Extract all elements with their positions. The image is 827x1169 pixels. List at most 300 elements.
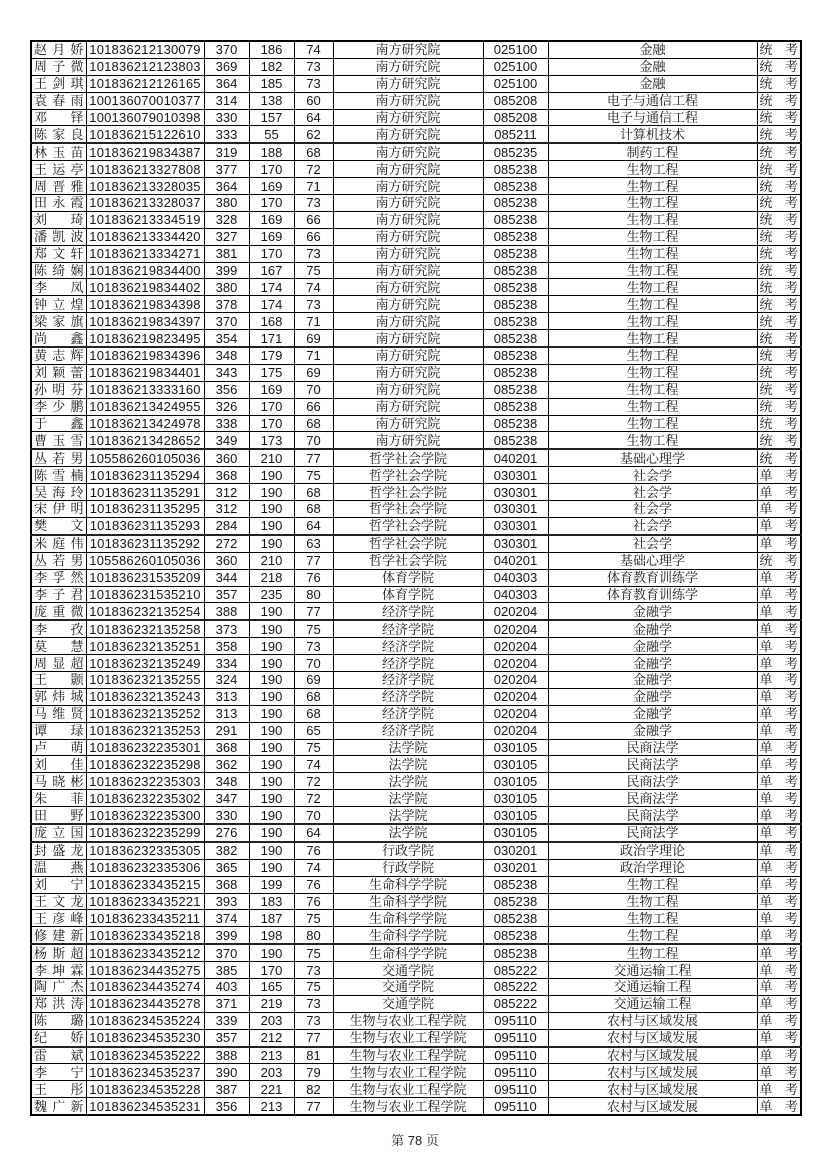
cell-score2: 138 [249, 92, 294, 109]
cell-id: 101836231135293 [86, 517, 204, 534]
table-row [31, 75, 801, 92]
cell-major_code: 085238 [483, 161, 548, 178]
cell-score1: 349 [204, 432, 249, 449]
cell-name: 庞立国 [31, 824, 86, 842]
cell-major: 农村与区域发展 [548, 1047, 757, 1064]
cell-score3: 73 [294, 995, 333, 1012]
cell-major_code: 030201 [483, 859, 548, 876]
table-row [31, 245, 801, 262]
cell-score1: 327 [204, 228, 249, 245]
cell-college: 生命科学学院 [333, 876, 483, 893]
cell-major_code: 085238 [483, 347, 548, 364]
cell-college: 经济学院 [333, 722, 483, 739]
cell-college: 南方研究院 [333, 126, 483, 143]
cell-exam_type: 单考 [757, 501, 801, 518]
cell-id: 101836231135295 [86, 501, 204, 518]
cell-name: 梁家旗 [31, 313, 86, 330]
cell-name: 王颢 [31, 671, 86, 688]
cell-id: 101836232235300 [86, 807, 204, 824]
cell-score2: 186 [249, 41, 294, 58]
cell-college: 南方研究院 [333, 75, 483, 92]
table-row [31, 655, 801, 672]
cell-name: 袁春雨 [31, 92, 86, 109]
cell-college: 南方研究院 [333, 58, 483, 75]
table-row [31, 1081, 801, 1098]
table-row [31, 910, 801, 927]
cell-name: 刘宁 [31, 876, 86, 893]
cell-score2: 167 [249, 262, 294, 279]
cell-score2: 170 [249, 415, 294, 432]
cell-score2: 183 [249, 893, 294, 910]
cell-major_code: 085208 [483, 92, 548, 109]
cell-exam_type: 统考 [757, 195, 801, 212]
cell-score3: 75 [294, 910, 333, 927]
cell-college: 法学院 [333, 790, 483, 807]
table-row [31, 41, 801, 58]
cell-name: 李宁 [31, 1064, 86, 1081]
table-row [31, 962, 801, 979]
table-row [31, 364, 801, 381]
cell-score1: 284 [204, 517, 249, 534]
cell-major_code: 030301 [483, 501, 548, 518]
cell-major: 金融学 [548, 638, 757, 655]
cell-major_code: 085238 [483, 245, 548, 262]
cell-score2: 190 [249, 484, 294, 501]
cell-score3: 74 [294, 859, 333, 876]
cell-score2: 190 [249, 603, 294, 620]
cell-score3: 80 [294, 927, 333, 944]
cell-exam_type: 单考 [757, 638, 801, 655]
cell-major_code: 085238 [483, 262, 548, 279]
cell-major: 交通运输工程 [548, 978, 757, 995]
cell-college: 法学院 [333, 773, 483, 790]
cell-score3: 62 [294, 126, 333, 143]
cell-score2: 190 [249, 671, 294, 688]
cell-major_code: 095110 [483, 1012, 548, 1029]
cell-major: 金融 [548, 58, 757, 75]
cell-college: 生物与农业工程学院 [333, 1098, 483, 1115]
cell-score3: 75 [294, 620, 333, 637]
cell-id: 101836219834401 [86, 364, 204, 381]
cell-college: 南方研究院 [333, 211, 483, 228]
cell-name: 周显超 [31, 655, 86, 672]
table-row [31, 790, 801, 807]
cell-score2: 170 [249, 398, 294, 415]
cell-major_code: 095110 [483, 1047, 548, 1064]
cell-score3: 77 [294, 552, 333, 569]
cell-college: 生命科学学院 [333, 910, 483, 927]
cell-score2: 190 [249, 824, 294, 842]
table-row [31, 824, 801, 842]
cell-exam_type: 单考 [757, 467, 801, 484]
cell-name: 雷斌 [31, 1047, 86, 1064]
cell-major_code: 085238 [483, 296, 548, 313]
cell-major: 农村与区域发展 [548, 1029, 757, 1046]
cell-major_code: 085238 [483, 381, 548, 398]
cell-college: 南方研究院 [333, 313, 483, 330]
cell-score3: 70 [294, 381, 333, 398]
cell-exam_type: 统考 [757, 398, 801, 415]
cell-major: 生物工程 [548, 927, 757, 944]
cell-exam_type: 统考 [757, 552, 801, 569]
table-row [31, 330, 801, 347]
cell-name: 谭琭 [31, 722, 86, 739]
cell-college: 南方研究院 [333, 279, 483, 296]
cell-id: 101836231535209 [86, 569, 204, 586]
cell-major: 基础心理学 [548, 552, 757, 569]
cell-name: 王文龙 [31, 893, 86, 910]
cell-major_code: 030105 [483, 739, 548, 756]
cell-major_code: 085238 [483, 893, 548, 910]
cell-score3: 75 [294, 467, 333, 484]
cell-major_code: 085238 [483, 432, 548, 449]
cell-score3: 70 [294, 432, 333, 449]
cell-major_code: 020204 [483, 688, 548, 705]
table-row [31, 58, 801, 75]
cell-id: 101836232235302 [86, 790, 204, 807]
cell-exam_type: 单考 [757, 655, 801, 672]
cell-exam_type: 单考 [757, 484, 801, 501]
cell-id: 101836234435275 [86, 962, 204, 979]
cell-exam_type: 单考 [757, 1029, 801, 1046]
cell-score3: 76 [294, 876, 333, 893]
cell-id: 105586260105036 [86, 552, 204, 569]
cell-major: 生物工程 [548, 279, 757, 296]
table-row [31, 535, 801, 552]
cell-id: 101836213428652 [86, 432, 204, 449]
cell-name: 马晓彬 [31, 773, 86, 790]
cell-major: 金融学 [548, 705, 757, 722]
cell-score2: 169 [249, 381, 294, 398]
cell-score2: 168 [249, 313, 294, 330]
cell-id: 105586260105036 [86, 449, 204, 466]
cell-major_code: 085238 [483, 279, 548, 296]
cell-major_code: 095110 [483, 1029, 548, 1046]
cell-major_code: 085238 [483, 178, 548, 195]
cell-major_code: 020204 [483, 638, 548, 655]
cell-score2: 213 [249, 1047, 294, 1064]
cell-major_code: 040201 [483, 449, 548, 466]
cell-score1: 343 [204, 364, 249, 381]
cell-score3: 82 [294, 1081, 333, 1098]
cell-name: 李子君 [31, 586, 86, 603]
cell-score2: 190 [249, 688, 294, 705]
cell-score3: 64 [294, 824, 333, 842]
cell-college: 经济学院 [333, 620, 483, 637]
cell-name: 吴海玲 [31, 484, 86, 501]
cell-major: 生物工程 [548, 347, 757, 364]
cell-score3: 77 [294, 1098, 333, 1115]
cell-college: 南方研究院 [333, 432, 483, 449]
cell-score3: 74 [294, 279, 333, 296]
cell-score3: 74 [294, 756, 333, 773]
cell-exam_type: 单考 [757, 1012, 801, 1029]
table-row [31, 262, 801, 279]
cell-name: 陈绮娴 [31, 262, 86, 279]
cell-college: 南方研究院 [333, 41, 483, 58]
cell-major: 金融学 [548, 722, 757, 739]
cell-name: 米庭伟 [31, 535, 86, 552]
cell-name: 潘凯波 [31, 228, 86, 245]
cell-score2: 190 [249, 773, 294, 790]
cell-score1: 371 [204, 995, 249, 1012]
cell-major_code: 085222 [483, 995, 548, 1012]
cell-score1: 356 [204, 1098, 249, 1115]
cell-exam_type: 单考 [757, 603, 801, 620]
cell-id: 101836213334420 [86, 228, 204, 245]
table-row [31, 415, 801, 432]
cell-major: 农村与区域发展 [548, 1081, 757, 1098]
cell-major: 政治学理论 [548, 859, 757, 876]
cell-score3: 75 [294, 262, 333, 279]
cell-exam_type: 统考 [757, 432, 801, 449]
cell-exam_type: 单考 [757, 995, 801, 1012]
cell-major_code: 030301 [483, 467, 548, 484]
cell-major_code: 040201 [483, 552, 548, 569]
cell-name: 于鑫 [31, 415, 86, 432]
cell-score3: 72 [294, 773, 333, 790]
table-row [31, 569, 801, 586]
cell-id: 101836233435215 [86, 876, 204, 893]
cell-exam_type: 统考 [757, 178, 801, 195]
cell-score1: 313 [204, 705, 249, 722]
cell-name: 郑文轩 [31, 245, 86, 262]
cell-exam_type: 单考 [757, 722, 801, 739]
cell-college: 南方研究院 [333, 245, 483, 262]
cell-exam_type: 单考 [757, 824, 801, 842]
table-row [31, 1047, 801, 1064]
cell-major_code: 030201 [483, 842, 548, 859]
cell-score1: 360 [204, 552, 249, 569]
cell-score1: 388 [204, 1047, 249, 1064]
cell-score2: 190 [249, 655, 294, 672]
cell-exam_type: 单考 [757, 1098, 801, 1115]
table-row [31, 517, 801, 534]
cell-exam_type: 单考 [757, 705, 801, 722]
cell-score2: 190 [249, 620, 294, 637]
table-row [31, 143, 801, 160]
cell-id: 101836231135294 [86, 467, 204, 484]
cell-score3: 73 [294, 195, 333, 212]
cell-college: 经济学院 [333, 688, 483, 705]
cell-major: 生物工程 [548, 161, 757, 178]
cell-name: 李少鹏 [31, 398, 86, 415]
cell-id: 101836219834400 [86, 262, 204, 279]
cell-name: 刘琦 [31, 211, 86, 228]
table-row [31, 484, 801, 501]
cell-score3: 73 [294, 962, 333, 979]
cell-score2: 190 [249, 756, 294, 773]
cell-score1: 334 [204, 655, 249, 672]
cell-score1: 385 [204, 962, 249, 979]
table-row [31, 739, 801, 756]
cell-score3: 73 [294, 58, 333, 75]
cell-exam_type: 单考 [757, 773, 801, 790]
cell-major_code: 020204 [483, 705, 548, 722]
cell-score2: 221 [249, 1081, 294, 1098]
cell-name: 丛若男 [31, 552, 86, 569]
cell-id: 101836232135255 [86, 671, 204, 688]
cell-exam_type: 单考 [757, 517, 801, 534]
cell-id: 101836213424955 [86, 398, 204, 415]
cell-score2: 190 [249, 842, 294, 859]
cell-id: 101836219834402 [86, 279, 204, 296]
page-footer [30, 1130, 800, 1149]
cell-score1: 368 [204, 739, 249, 756]
cell-major: 金融学 [548, 671, 757, 688]
cell-major: 民商法学 [548, 773, 757, 790]
cell-score1: 358 [204, 638, 249, 655]
cell-name: 宋伊明 [31, 501, 86, 518]
cell-score2: 218 [249, 569, 294, 586]
table-row [31, 398, 801, 415]
cell-score2: 170 [249, 195, 294, 212]
cell-exam_type: 统考 [757, 262, 801, 279]
cell-score2: 169 [249, 211, 294, 228]
cell-major_code: 040303 [483, 586, 548, 603]
cell-score2: 170 [249, 161, 294, 178]
cell-score1: 387 [204, 1081, 249, 1098]
cell-score3: 75 [294, 944, 333, 961]
cell-score3: 77 [294, 1029, 333, 1046]
cell-score3: 64 [294, 109, 333, 126]
cell-college: 南方研究院 [333, 262, 483, 279]
cell-score1: 365 [204, 859, 249, 876]
cell-score3: 76 [294, 842, 333, 859]
cell-major: 民商法学 [548, 807, 757, 824]
cell-score1: 368 [204, 467, 249, 484]
cell-college: 体育学院 [333, 569, 483, 586]
cell-score3: 69 [294, 364, 333, 381]
cell-score2: 190 [249, 467, 294, 484]
table-row [31, 211, 801, 228]
table-row [31, 228, 801, 245]
table-row [31, 773, 801, 790]
cell-score1: 368 [204, 876, 249, 893]
cell-exam_type: 单考 [757, 893, 801, 910]
cell-name: 王彦峰 [31, 910, 86, 927]
cell-major: 体育教育训练学 [548, 586, 757, 603]
cell-college: 生命科学学院 [333, 893, 483, 910]
cell-college: 南方研究院 [333, 347, 483, 364]
cell-major: 民商法学 [548, 824, 757, 842]
cell-name: 马维贤 [31, 705, 86, 722]
cell-exam_type: 单考 [757, 790, 801, 807]
cell-id: 101836232135254 [86, 603, 204, 620]
cell-college: 南方研究院 [333, 364, 483, 381]
cell-exam_type: 单考 [757, 586, 801, 603]
cell-major: 金融 [548, 41, 757, 58]
cell-score3: 72 [294, 790, 333, 807]
table-row [31, 859, 801, 876]
table-row [31, 705, 801, 722]
cell-name: 李孜 [31, 620, 86, 637]
cell-score2: 173 [249, 432, 294, 449]
table-row [31, 638, 801, 655]
cell-major: 基础心理学 [548, 449, 757, 466]
cell-major_code: 085238 [483, 398, 548, 415]
cell-exam_type: 单考 [757, 569, 801, 586]
cell-major: 生物工程 [548, 381, 757, 398]
cell-score1: 276 [204, 824, 249, 842]
cell-score3: 75 [294, 739, 333, 756]
cell-college: 南方研究院 [333, 109, 483, 126]
table-row [31, 671, 801, 688]
cell-score3: 70 [294, 807, 333, 824]
cell-score2: 190 [249, 739, 294, 756]
cell-major: 体育教育训练学 [548, 569, 757, 586]
cell-score1: 370 [204, 41, 249, 58]
cell-score3: 68 [294, 705, 333, 722]
cell-score3: 66 [294, 228, 333, 245]
cell-college: 经济学院 [333, 655, 483, 672]
cell-name: 陈璐 [31, 1012, 86, 1029]
table-row [31, 586, 801, 603]
cell-id: 101836212130079 [86, 41, 204, 58]
cell-major_code: 030105 [483, 773, 548, 790]
cell-score2: 169 [249, 228, 294, 245]
cell-id: 101836212126165 [86, 75, 204, 92]
cell-score3: 68 [294, 688, 333, 705]
cell-score1: 370 [204, 944, 249, 961]
cell-college: 生物与农业工程学院 [333, 1029, 483, 1046]
cell-score1: 339 [204, 1012, 249, 1029]
cell-score1: 390 [204, 1064, 249, 1081]
cell-major_code: 085222 [483, 978, 548, 995]
cell-score3: 70 [294, 655, 333, 672]
cell-score1: 272 [204, 535, 249, 552]
cell-college: 南方研究院 [333, 415, 483, 432]
cell-score3: 71 [294, 313, 333, 330]
table-row [31, 126, 801, 143]
cell-score3: 63 [294, 535, 333, 552]
cell-college: 南方研究院 [333, 381, 483, 398]
cell-score2: 210 [249, 552, 294, 569]
cell-major_code: 085238 [483, 211, 548, 228]
cell-major: 生物工程 [548, 296, 757, 313]
cell-id: 101836232235303 [86, 773, 204, 790]
cell-score2: 190 [249, 705, 294, 722]
cell-major_code: 095110 [483, 1081, 548, 1098]
cell-score2: 190 [249, 790, 294, 807]
cell-score1: 399 [204, 262, 249, 279]
cell-exam_type: 统考 [757, 364, 801, 381]
table-row [31, 347, 801, 364]
cell-name: 封盛龙 [31, 842, 86, 859]
cell-exam_type: 统考 [757, 330, 801, 347]
cell-major_code: 085222 [483, 962, 548, 979]
cell-score1: 330 [204, 807, 249, 824]
cell-major_code: 030105 [483, 756, 548, 773]
cell-score2: 210 [249, 449, 294, 466]
cell-score1: 326 [204, 398, 249, 415]
cell-score3: 79 [294, 1064, 333, 1081]
cell-score1: 381 [204, 245, 249, 262]
cell-college: 交通学院 [333, 995, 483, 1012]
cell-name: 温燕 [31, 859, 86, 876]
cell-name: 钟立煌 [31, 296, 86, 313]
cell-score1: 348 [204, 347, 249, 364]
cell-score1: 380 [204, 279, 249, 296]
cell-id: 101836232135251 [86, 638, 204, 655]
cell-id: 100136079010398 [86, 109, 204, 126]
table-row [31, 381, 801, 398]
cell-score3: 74 [294, 41, 333, 58]
cell-college: 哲学社会学院 [333, 467, 483, 484]
cell-score1: 324 [204, 671, 249, 688]
cell-college: 哲学社会学院 [333, 484, 483, 501]
cell-score3: 73 [294, 1012, 333, 1029]
